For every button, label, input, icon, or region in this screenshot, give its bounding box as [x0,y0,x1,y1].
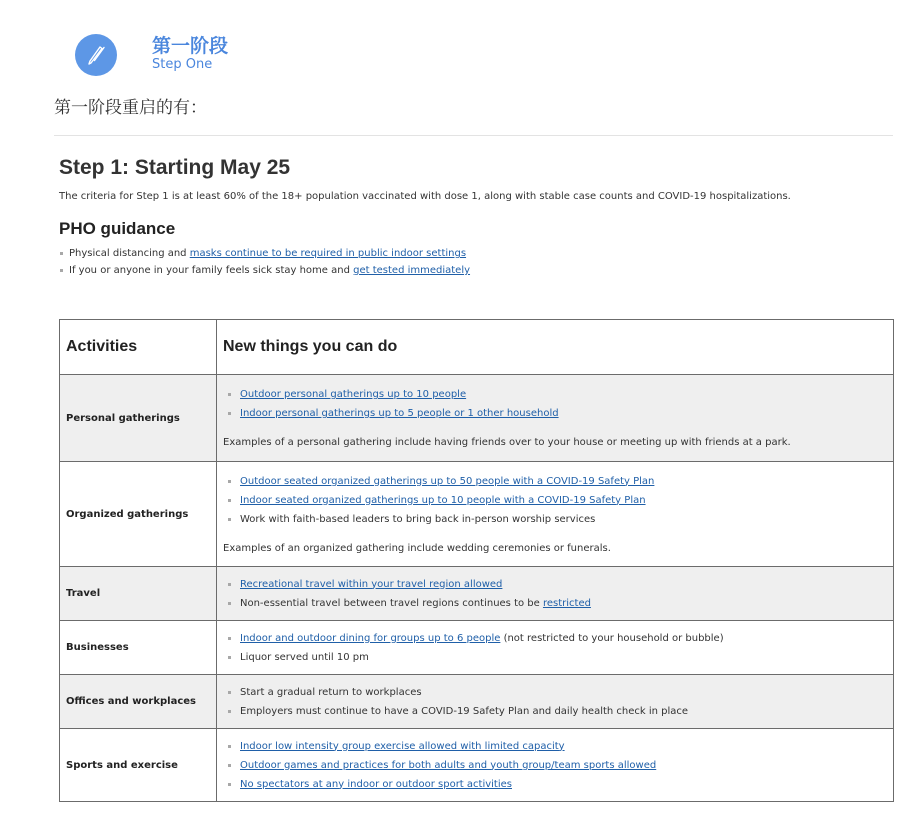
item-link[interactable]: Outdoor games and practices for both adults and youth group/team sports allowed [240,759,657,771]
item-text: Work with faith-based leaders to bring back in-person worship services [240,513,596,525]
list-item [228,683,887,702]
step-content [59,154,893,279]
item-link[interactable]: Indoor low intensity group exercise allowed with limited capacity [240,740,565,752]
pencil-icon [85,44,107,66]
list-item [228,575,887,594]
list-item [228,404,887,423]
row-content [217,567,894,621]
table-row [60,621,894,675]
row-example: Examples of an organized gathering include wedding ceremonies or funerals. [223,542,611,554]
list-item [228,510,887,529]
stage-badge [75,34,117,76]
item-link[interactable]: Outdoor personal gatherings up to 10 people [240,389,467,400]
row-label: Travel [60,567,217,621]
row-list [223,575,887,613]
table-row [60,462,894,567]
list-item [228,491,887,510]
pho-heading: PHO guidance [59,219,176,238]
list-item [228,756,887,775]
list-item [228,775,887,794]
item-text: Employers must continue to have a COVID-19 Safety Plan and daily health check in place [240,705,689,717]
row-list [223,472,887,529]
item-text: Liquor served until 10 pm [240,651,369,663]
table-row [60,567,894,621]
row-label: Businesses [60,621,217,675]
pho-item-text: If you or anyone in your family feels sick stay home and [69,265,354,276]
row-list [223,629,887,667]
item-link[interactable]: Indoor seated organized gatherings up to 10 people with a COVID-19 Safety Plan [240,494,646,506]
section-divider [54,135,893,136]
list-item [228,594,887,613]
row-content [217,729,894,802]
pho-item-link[interactable]: get tested immediately [353,265,471,276]
pho-item [59,262,893,279]
item-link[interactable]: Outdoor seated organized gatherings up to 50 people with a COVID-19 Safety Plan [240,475,655,487]
row-label: Personal gatherings [60,375,217,462]
list-item [228,629,887,648]
row-content [217,675,894,729]
item-link[interactable]: restricted [542,597,591,609]
row-label: Sports and exercise [60,729,217,802]
list-item [228,385,887,404]
item-link[interactable]: Indoor personal gatherings up to 5 people or 1 other household [240,408,559,419]
list-item [228,648,887,667]
row-label: Organized gatherings [60,462,217,567]
item-text: Start a gradual return to workplaces [240,686,422,698]
stage-subtitle: Step One [152,56,213,72]
pho-item-text: Physical distancing and [69,248,190,259]
column-header-new-things: New things you can do [217,320,894,375]
row-list [223,385,887,423]
step-criteria: The criteria for Step 1 is at least 60% of the 18+ population vaccinated with dose 1, along with stable case counts and COVID-19 hospitalizations. [59,191,791,202]
item-link[interactable]: Indoor and outdoor dining for groups up to 6 people [240,632,501,644]
item-text: (not restricted to your household or bubble) [500,632,724,644]
stage-title: 第一阶段 [152,34,229,57]
table-row [60,729,894,802]
row-content [217,621,894,675]
table-row [60,375,894,462]
table-header-row [60,320,894,375]
row-example: Examples of a personal gathering include having friends over to your house or meeting up with friends at a park. [223,437,791,448]
pho-item [59,245,893,262]
stage-header-text [152,35,228,72]
item-link[interactable]: No spectators at any indoor or outdoor sport activities [240,778,512,790]
row-content [217,375,894,462]
item-link[interactable]: Recreational travel within your travel region allowed [240,578,503,590]
list-item [228,702,887,721]
activities-table [59,319,894,802]
intro-text: 第一阶段重启的有： [54,98,207,118]
list-item [228,737,887,756]
pho-item-link[interactable]: masks continue to be required in public indoor settings [189,248,467,259]
row-label: Offices and workplaces [60,675,217,729]
list-item [228,472,887,491]
row-list [223,737,887,794]
row-content [217,462,894,567]
column-header-activities: Activities [60,320,217,375]
stage-header [75,34,228,76]
table-row [60,675,894,729]
pho-guidance-list [59,245,893,279]
step-heading: Step 1: Starting May 25 [59,156,291,179]
item-text: Non-essential travel between travel regions continues to be [240,597,543,609]
row-list [223,683,887,721]
